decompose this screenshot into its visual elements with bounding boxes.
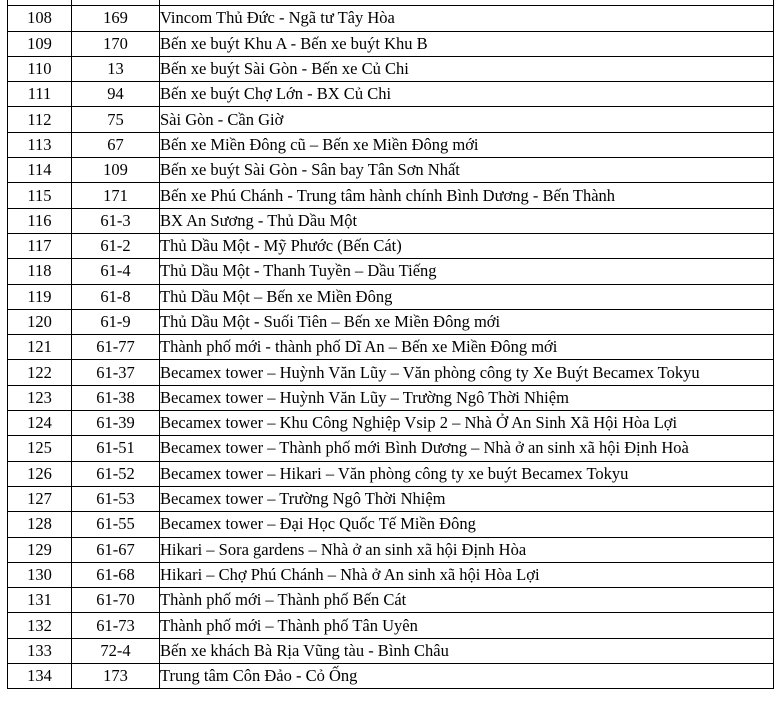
row-number-cell: 128	[8, 512, 72, 537]
table-row	[8, 259, 774, 284]
row-number-cell: 114	[8, 158, 72, 183]
table-row	[8, 335, 774, 360]
route-name-cell: Thủ Dầu Một - Suối Tiên – Bến xe Miền Đông mới	[160, 309, 774, 334]
route-name-cell: Thành phố mới – Thành phố Tân Uyên	[160, 613, 774, 638]
route-number-cell: 61-77	[72, 335, 160, 360]
route-number-cell: 61-53	[72, 486, 160, 511]
table-row	[8, 461, 774, 486]
route-name-cell: Becamex tower – Huỳnh Văn Lũy – Trường Ngô Thời Nhiệm	[160, 385, 774, 410]
route-name-cell: Hikari – Sora gardens – Nhà ở an sinh xã hội Định Hòa	[160, 537, 774, 562]
route-number-cell: 109	[72, 158, 160, 183]
row-number-cell: 131	[8, 588, 72, 613]
route-name-cell: Becamex tower – Khu Công Nghiệp Vsip 2 – Nhà Ở An Sinh Xã Hội Hòa Lợi	[160, 411, 774, 436]
route-number-cell: 61-55	[72, 512, 160, 537]
row-number-cell: 113	[8, 132, 72, 157]
bus-route-table	[7, 0, 774, 689]
row-number-cell: 133	[8, 638, 72, 663]
route-number-cell: 170	[72, 31, 160, 56]
table-row	[8, 588, 774, 613]
route-number-cell: 61-67	[72, 537, 160, 562]
row-number-cell: 129	[8, 537, 72, 562]
route-number-cell: 61-73	[72, 613, 160, 638]
route-name-cell: Becamex tower – Huỳnh Văn Lũy – Văn phòng công ty Xe Buýt Becamex Tokyu	[160, 360, 774, 385]
row-number-cell: 121	[8, 335, 72, 360]
table-row	[8, 158, 774, 183]
table-row	[8, 208, 774, 233]
table-row	[8, 107, 774, 132]
table-row	[8, 233, 774, 258]
route-name-cell: Sài Gòn - Cần Giờ	[160, 107, 774, 132]
table-row	[8, 562, 774, 587]
table-row	[8, 411, 774, 436]
route-number-cell: 61-2	[72, 233, 160, 258]
table-row	[8, 309, 774, 334]
row-number-cell: 122	[8, 360, 72, 385]
table-row	[8, 664, 774, 689]
row-number-cell: 123	[8, 385, 72, 410]
route-number-cell: 169	[72, 6, 160, 31]
row-number-cell: 124	[8, 411, 72, 436]
row-number-cell: 109	[8, 31, 72, 56]
route-number-cell: 61-52	[72, 461, 160, 486]
route-name-cell: Thành phố mới - thành phố Dĩ An – Bến xe Miền Đông mới	[160, 335, 774, 360]
route-table-body	[8, 0, 774, 689]
row-number-cell: 127	[8, 486, 72, 511]
table-row	[8, 385, 774, 410]
row-number-cell: 108	[8, 6, 72, 31]
row-number-cell: 119	[8, 284, 72, 309]
route-name-cell: Thành phố mới – Thành phố Bến Cát	[160, 588, 774, 613]
row-number-cell: 125	[8, 436, 72, 461]
row-number-cell: 120	[8, 309, 72, 334]
table-row	[8, 82, 774, 107]
row-number-cell: 134	[8, 664, 72, 689]
table-row	[8, 486, 774, 511]
table-row	[8, 284, 774, 309]
row-number-cell: 132	[8, 613, 72, 638]
row-number-cell: 126	[8, 461, 72, 486]
route-name-cell: Bến xe buýt Sài Gòn - Sân bay Tân Sơn Nhất	[160, 158, 774, 183]
route-number-cell: 61-68	[72, 562, 160, 587]
route-name-cell: Becamex tower – Trường Ngô Thời Nhiệm	[160, 486, 774, 511]
route-number-cell: 61-9	[72, 309, 160, 334]
table-row	[8, 613, 774, 638]
route-name-cell: Becamex tower – Thành phố mới Bình Dương – Nhà ở an sinh xã hội Định Hoà	[160, 436, 774, 461]
row-number-cell: 118	[8, 259, 72, 284]
route-number-cell: 72-4	[72, 638, 160, 663]
table-row	[8, 183, 774, 208]
route-name-cell: Bến xe buýt Khu A - Bến xe buýt Khu B	[160, 31, 774, 56]
route-number-cell: 61-8	[72, 284, 160, 309]
route-number-cell: 61-37	[72, 360, 160, 385]
row-number-cell: 116	[8, 208, 72, 233]
table-row	[8, 31, 774, 56]
table-row	[8, 360, 774, 385]
route-number-cell: 61-38	[72, 385, 160, 410]
table-row	[8, 638, 774, 663]
row-number-cell: 130	[8, 562, 72, 587]
row-number-cell: 111	[8, 82, 72, 107]
document-page	[7, 0, 773, 689]
route-name-cell: Bến xe Miền Đông cũ – Bến xe Miền Đông mới	[160, 132, 774, 157]
row-number-cell: 110	[8, 56, 72, 81]
route-number-cell: 61-51	[72, 436, 160, 461]
route-number-cell: 67	[72, 132, 160, 157]
table-row	[8, 132, 774, 157]
table-row	[8, 6, 774, 31]
table-row	[8, 56, 774, 81]
row-number-cell: 115	[8, 183, 72, 208]
route-number-cell: 173	[72, 664, 160, 689]
route-number-cell: 61-70	[72, 588, 160, 613]
table-row	[8, 436, 774, 461]
table-row	[8, 512, 774, 537]
route-number-cell: 61-3	[72, 208, 160, 233]
route-number-cell: 94	[72, 82, 160, 107]
row-number-cell: 117	[8, 233, 72, 258]
route-name-cell: Bến xe Phú Chánh - Trung tâm hành chính Bình Dương - Bến Thành	[160, 183, 774, 208]
route-name-cell: Thủ Dầu Một - Mỹ Phước (Bến Cát)	[160, 233, 774, 258]
route-number-cell: 75	[72, 107, 160, 132]
route-name-cell: Bến xe buýt Chợ Lớn - BX Củ Chi	[160, 82, 774, 107]
route-name-cell: Becamex tower – Hikari – Văn phòng công ty xe buýt Becamex Tokyu	[160, 461, 774, 486]
route-name-cell: Becamex tower – Đại Học Quốc Tế Miền Đông	[160, 512, 774, 537]
row-number-cell: 112	[8, 107, 72, 132]
route-name-cell: Vincom Thủ Đức - Ngã tư Tây Hòa	[160, 6, 774, 31]
route-name-cell: Bến xe buýt Sài Gòn - Bến xe Củ Chi	[160, 56, 774, 81]
table-row	[8, 537, 774, 562]
route-number-cell: 171	[72, 183, 160, 208]
route-name-cell: BX An Sương - Thủ Dầu Một	[160, 208, 774, 233]
route-number-cell: 61-4	[72, 259, 160, 284]
route-name-cell: Hikari – Chợ Phú Chánh – Nhà ở An sinh xã hội Hòa Lợi	[160, 562, 774, 587]
route-number-cell: 61-39	[72, 411, 160, 436]
route-name-cell: Bến xe khách Bà Rịa Vũng tàu - Bình Châu	[160, 638, 774, 663]
route-number-cell: 13	[72, 56, 160, 81]
route-name-cell: Thủ Dầu Một – Bến xe Miền Đông	[160, 284, 774, 309]
route-name-cell: Trung tâm Côn Đảo - Cỏ Ống	[160, 664, 774, 689]
route-name-cell: Thủ Dầu Một - Thanh Tuyền – Dầu Tiếng	[160, 259, 774, 284]
